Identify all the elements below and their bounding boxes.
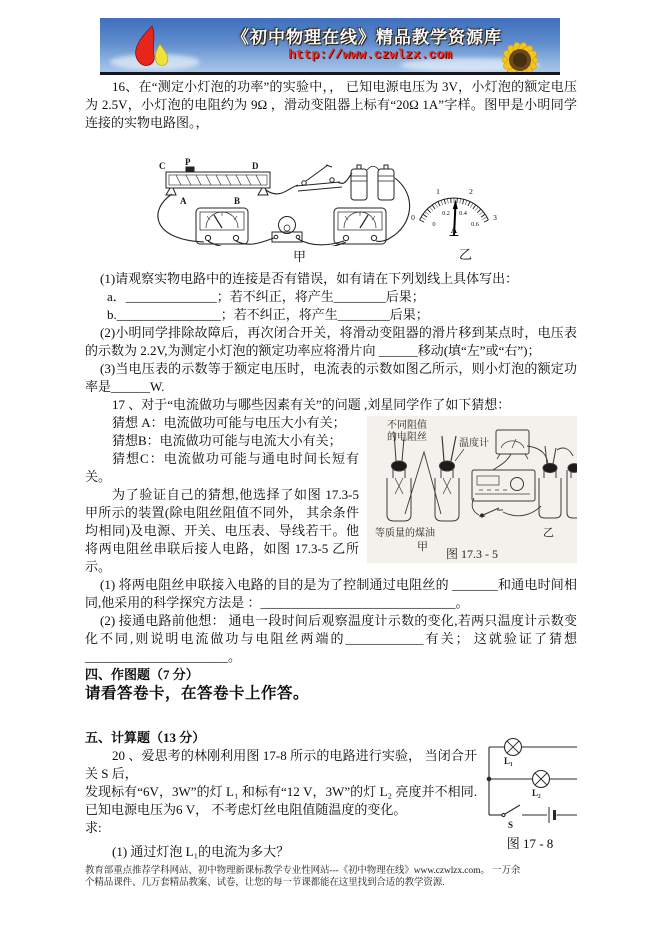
ammeter-unit-label: A (450, 225, 458, 235)
rheostat-label-d: D (252, 161, 259, 171)
ammeter-tick-bot-06: 0.6 (471, 221, 479, 228)
q20-figure-caption: 图 17 - 8 (506, 836, 554, 851)
q16-figure-caption-jia: 甲 (293, 249, 307, 264)
document-body (85, 78, 577, 863)
ammeter-tick-top-3: 3 (493, 213, 497, 222)
fig1735-label-thermometer: 温度计 (459, 438, 489, 449)
q17-intro-text: 17 、对于“电流做功与哪些因素有关”的问题 ,刘星同学作了如下猜想： (112, 397, 511, 412)
q16-figure-caption-yi: 乙 (459, 247, 473, 262)
fig1735-label-wires-2: 的电阻丝 (387, 432, 427, 443)
fig1735-label-wires-1: 不同阻值 (387, 420, 427, 431)
site-banner (100, 18, 560, 75)
q20-circuit-diagram (483, 729, 577, 833)
rheostat-label-c: C (159, 161, 166, 171)
q17-guess-c-text: 猜想C：电流做功可能与通电时间长短有关。 (85, 451, 359, 484)
q16-circuit-photo-jia (148, 158, 420, 246)
ammeter-tick-bot-04: 0.4 (459, 210, 467, 217)
footer-line1: 教育部重点推荐学科网站、初中物理新课标教学专业性网站---《初中物理在线》www.czwlzx.com。 一万余 (85, 866, 521, 876)
ammeter-tick-bot-02: 0.2 (442, 210, 450, 217)
q17-guess-b-text: 猜想B：电流做功可能与电流大小有关； (112, 433, 342, 448)
q20-circuit-figure (483, 729, 577, 861)
q16-part3-text: (3)当电压表的示数等于额定电压时，电流表的示数如图乙所示，则小灯泡的额定功率是______W. (85, 361, 577, 394)
rheostat-label-b: B (234, 196, 241, 206)
q20-line1-text: 20 、爱思考的林刚利用图 17-8 所示的电路进行实验， 当闭合开关 S 后， (85, 748, 477, 781)
page-footer (85, 866, 579, 889)
fig1735-label-jia: 甲 (417, 541, 428, 553)
q20-part1-text: (1) 通过灯泡 L₁的电流为多大？ (112, 844, 290, 859)
footer-line2: 个精品课件、几万套精品教案、试卷，让您的每一节课都能在这里找到合适的教学资源. (85, 877, 445, 888)
flame-logo-icon (126, 23, 172, 69)
banner-title: 《初中物理在线》精品教学资源库 (232, 28, 502, 47)
banner-url-link[interactable]: http://www.czwlzx.com (288, 47, 452, 62)
q17-part1-text: (1) 将两电阻丝申联接入电路的目的是为了控制通过电阻丝的 _______和通电时间相同,他采用的科学探究方法是 ：______________________________。 (85, 577, 577, 610)
q20-switch-label: S (508, 820, 514, 830)
ammeter-tick-top-1: 1 (436, 187, 440, 196)
q16-intro-text: 16、在“测定小灯泡的功率”的实验中，， 已知电源电压为 3V，小灯泡的额定电压为 2.5V，小灯泡的电阻约为 9Ω ，滑动变阻器上标有“20Ω 1A”字样。图甲是小明同学连接的实物电路图。， (85, 79, 577, 130)
fig1735-label-yi: 乙 (543, 527, 554, 539)
q16-ammeter-dial-yi (388, 182, 520, 242)
sunflower-photo (480, 26, 558, 75)
q20-lamp2-label: L₂ (532, 788, 541, 798)
section5-heading: 五、计算题（13 分） (85, 730, 206, 745)
fig1735-caption: 图 17.3 - 5 (446, 547, 498, 561)
ammeter-tick-top-0: 0 (411, 213, 415, 222)
q16-part2-text: (2)小明同学排除故障后，再次闭合开关，将滑动变阻器的滑片移到某点时，电压表的示数为 2.2V,为测定小灯泡的额定功率应将滑片向 ______移动(填“左”或“右”)； (85, 325, 577, 358)
section4-heading: 四、作图题（7 分） (85, 667, 199, 682)
q20-line2-text: 发现标有“6V，3W”的灯 L₁ 和标有“12 V，3W”的灯 L₂ 亮度并不相同.已知电源电压为6 V， 不考虑灯丝电阻值随温度的变化。 (85, 784, 477, 817)
ammeter-tick-bot-0: 0 (432, 221, 436, 228)
q17-method-text: 为了验证自己的猜想,他选择了如图 17.3-5 甲所示的装置(除电阻丝阻值不同外， 其余条件均相同)及电源、开关、电压表、导线若干。他将两电阻丝串联后接人电路，如图 17.3-5 乙所示。 (85, 487, 359, 574)
q17-part2-text: (2) 接通电路前他想： 通电一段时间后观察温度计示数的变化,若两只温度计示数变化不同,则说明电流做功与电阻丝两端的____________有关； 这就验证了猜想______________________。 (85, 613, 577, 664)
q16-part1-text: (1)请观察实物电路中的连接是否有错误，如有请在下列划线上具体写出： (100, 271, 519, 286)
rheostat-label-p: P (185, 158, 191, 167)
fig1735-label-kerosene: 等质量的煤油 (375, 528, 435, 539)
ammeter-tick-top-2: 2 (469, 187, 473, 196)
q17-apparatus-figure (367, 416, 577, 563)
q17-guess-a-text: 猜想 A：电流做功可能与电压大小有关； (112, 415, 346, 430)
q16-blank-b-text: b.________________；若不纠正，将产生________后果； (107, 307, 429, 322)
q16-blank-a-text: a．______________；若不纠正，将产生________后果； (107, 289, 425, 304)
rheostat-label-a: A (180, 196, 187, 206)
section4-note: 请看答卷卡，在答卷卡上作答。 (85, 685, 310, 702)
q20-ask-text: 求: (85, 820, 102, 835)
q20-lamp1-label: L₁ (504, 756, 513, 766)
q16-figure-row (85, 158, 577, 266)
